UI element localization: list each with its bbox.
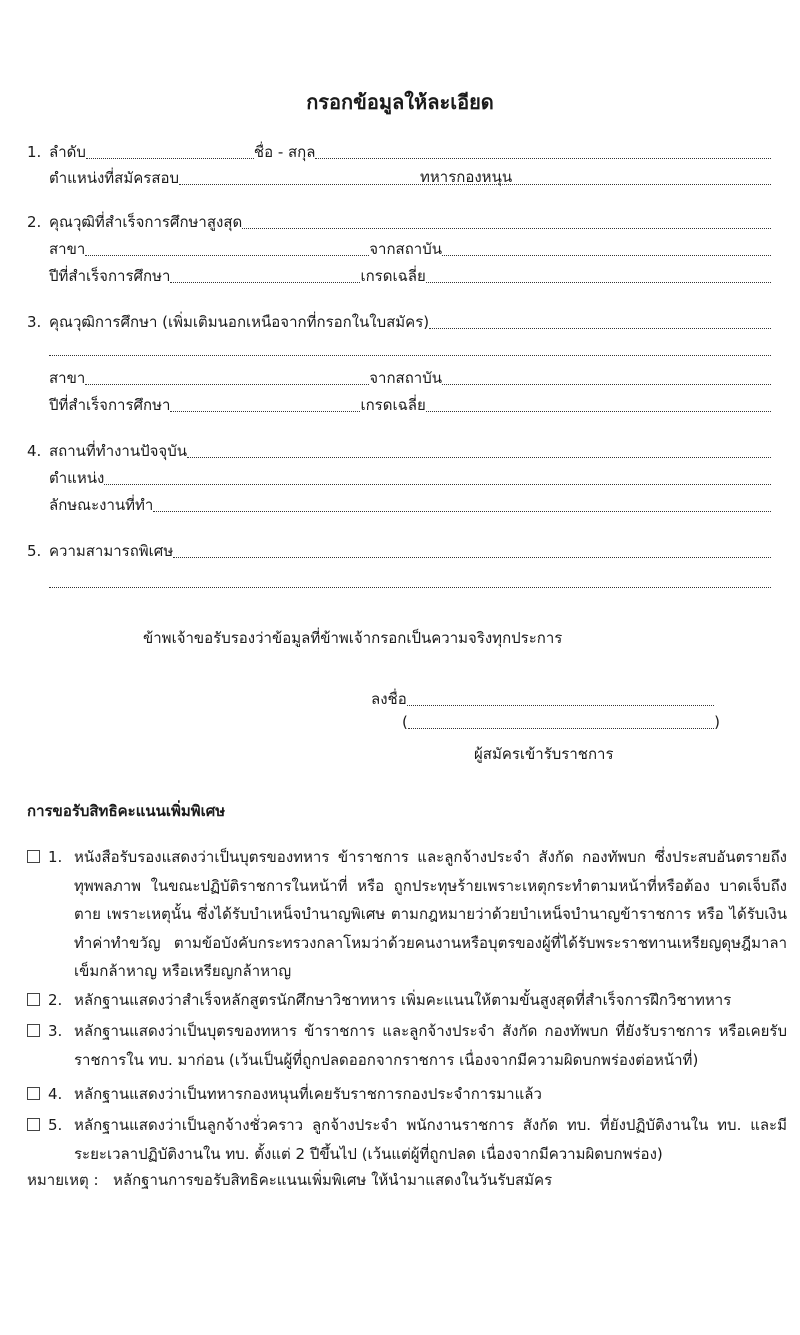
note-text: หลักฐานการขอรับสิทธิคะแนนเพิ่มพิเศษ ให้นำมาแสดงในวันรับสมัคร [113,1171,553,1189]
bonus-checkbox-2[interactable] [27,993,40,1006]
graduation-year-field[interactable] [170,265,360,287]
section-3-row-2 [49,338,771,360]
signature-row [371,688,714,710]
section-2-row-1 [27,211,771,233]
bonus-item-number: 2. [48,991,63,1009]
declaration-text: ข้าพเจ้าขอรับรองว่าข้อมูลที่ข้าพเจ้ากรอกเป็นความจริงทุกประการ [143,629,563,647]
bonus-item-4 [27,1080,787,1109]
section-1-row-1 [27,141,771,163]
paren-close: ) [714,713,720,731]
institution-field[interactable] [442,367,771,389]
fullname-field[interactable] [315,141,771,163]
bonus-item-text: หนังสือรับรองแสดงว่าเป็นบุตรของทหาร ข้าราชการ และลูกจ้างประจำ สังกัด กองทัพบก ซึ่งประสบอันตรายถึง ทุพพลภาพ ในขณะปฏิบัติราชการในหน้าที่ หรือ ถูกประทุษร้ายเพราะเหตุกระทำตามหน้าที่หรือต้อง บาดเจ็บถึงตาย เพราะเหตุนั้น ซึ่งได้รับบำเหน็จบำนาญพิเศษ ตามกฎหมายว่าด้วยบำเหน็จบำนาญข้าราชการ หรือ ได้รับเงินทำค่าทำขวัญ ตามข้อบังคับกระทรวงกลาโหมว่าด้วยคนงานหรือบุตรของผู้ที่ได้รับพระราชทานเหรียญดุษฎีมาลาเข็มกล้าหาญ หรือเหรียญกล้าหาญ [74,848,787,980]
major-field[interactable] [85,238,369,260]
bonus-heading: การขอรับสิทธิคะแนนเพิ่มพิเศษ [27,802,226,820]
printed-name-row [402,711,720,733]
job-description-field[interactable] [153,494,771,516]
bonus-item-3 [27,1017,787,1074]
bonus-checkbox-1[interactable] [27,850,40,863]
section-4-row-2 [49,467,771,489]
section-5-row-2 [49,570,771,592]
bonus-item-number: 1. [48,848,63,866]
section-1-row-2 [49,167,771,189]
bonus-item-text: หลักฐานแสดงว่าเป็นลูกจ้างชั่วคราว ลูกจ้างประจำ พนักงานราชการ สังกัด ทบ. ที่ยังปฏิบัติงานใน ทบ. และมีระยะเวลาปฏิบัติงานใน ทบ. ตั้งแต่ 2 ปีขึ้นไป (เว้นแต่ผู้ที่ถูกปลด เนื่องจากมีความผิดบกพร่อง) [74,1116,787,1163]
graduation-year-label: ปีที่สำเร็จการศึกษา [49,267,171,285]
special-skills-field-2[interactable] [49,570,771,592]
section-4-row-1 [27,440,771,462]
note-label: หมายเหตุ : [27,1171,99,1189]
graduation-year-field[interactable] [170,394,360,416]
order-label: ลำดับ [49,143,86,161]
section-3-row-3 [49,367,771,389]
signature-label: ลงชื่อ [371,690,407,708]
position-label: ตำแหน่ง [49,469,105,487]
additional-qualification-label: คุณวุฒิการศึกษา (เพิ่มเติมนอกเหนือจากที่กรอกในใบสมัคร) [49,313,430,331]
section-number: 2. [27,213,42,231]
current-workplace-field[interactable] [187,440,771,462]
note [27,1168,552,1192]
section-3-row-4 [49,394,771,416]
graduation-year-label: ปีที่สำเร็จการศึกษา [49,396,171,414]
additional-qualification-field[interactable] [429,311,771,333]
applied-position-value: ทหารกองหนุน [420,168,513,186]
bonus-item-text: หลักฐานแสดงว่าสำเร็จหลักสูตรนักศึกษาวิชาทหาร เพิ่มคะแนนให้ตามขั้นสูงสุดที่สำเร็จการฝึกวิชาทหาร [74,991,732,1009]
bonus-checkbox-4[interactable] [27,1087,40,1100]
special-skills-label: ความสามารถพิเศษ [49,542,174,560]
applied-position-label: ตำแหน่งที่สมัครสอบ [49,169,180,187]
bonus-checkbox-5[interactable] [27,1118,40,1131]
additional-qualification-field-2[interactable] [49,338,771,360]
order-field[interactable] [86,141,254,163]
institution-field[interactable] [442,238,771,260]
bonus-item-number: 4. [48,1085,63,1103]
section-number: 4. [27,442,42,460]
section-3-row-1 [27,311,771,333]
highest-qualification-label: คุณวุฒิที่สำเร็จการศึกษาสูงสุด [49,213,243,231]
signature-field[interactable] [407,688,714,710]
bonus-item-5 [27,1111,787,1168]
section-number: 1. [27,143,42,161]
section-4-row-3 [49,494,771,516]
section-number: 3. [27,313,42,331]
gpa-field[interactable] [426,265,771,287]
section-number: 5. [27,542,42,560]
bonus-item-text: หลักฐานแสดงว่าเป็นทหารกองหนุนที่เคยรับราชการกองประจำการมาแล้ว [74,1085,542,1103]
signature-caption: ผู้สมัครเข้ารับราชการ [474,745,614,763]
section-2-row-3 [49,265,771,287]
fullname-label: ชื่อ - สกุล [253,143,316,161]
bonus-item-text: หลักฐานแสดงว่าเป็นบุตรของทหาร ข้าราชการ และลูกจ้างประจำ สังกัด กองทัพบก ที่ยังรับราชการ หรือเคยรับราชการใน ทบ. มาก่อน (เว้นเป็นผู้ที่ถูกปลดออกจากราชการ เนื่องจากมีความผิดบกพร่องต่อหน้าที่) [74,1022,787,1069]
bonus-checkbox-3[interactable] [27,1024,40,1037]
major-label: สาขา [49,369,86,387]
position-field[interactable] [104,467,771,489]
printed-name-field[interactable] [408,711,714,733]
gpa-label: เกรดเฉลี่ย [360,267,426,285]
page-title: กรอกข้อมูลให้ละเอียด [306,90,494,114]
section-5-row-1 [27,540,771,562]
gpa-field[interactable] [426,394,771,416]
current-workplace-label: สถานที่ทำงานปัจจุบัน [49,442,187,460]
major-label: สาขา [49,240,86,258]
bonus-item-number: 5. [48,1116,63,1134]
bonus-item-2 [27,986,787,1015]
section-2-row-2 [49,238,771,260]
bonus-item-number: 3. [48,1022,63,1040]
gpa-label: เกรดเฉลี่ย [360,396,426,414]
paren-open: ( [402,713,408,731]
bonus-item-1 [27,843,787,986]
job-description-label: ลักษณะงานที่ทำ [49,496,154,514]
special-skills-field[interactable] [173,540,771,562]
applied-position-field[interactable] [179,167,771,189]
institution-label: จากสถาบัน [369,369,442,387]
major-field[interactable] [85,367,369,389]
highest-qualification-field[interactable] [242,211,771,233]
institution-label: จากสถาบัน [369,240,442,258]
